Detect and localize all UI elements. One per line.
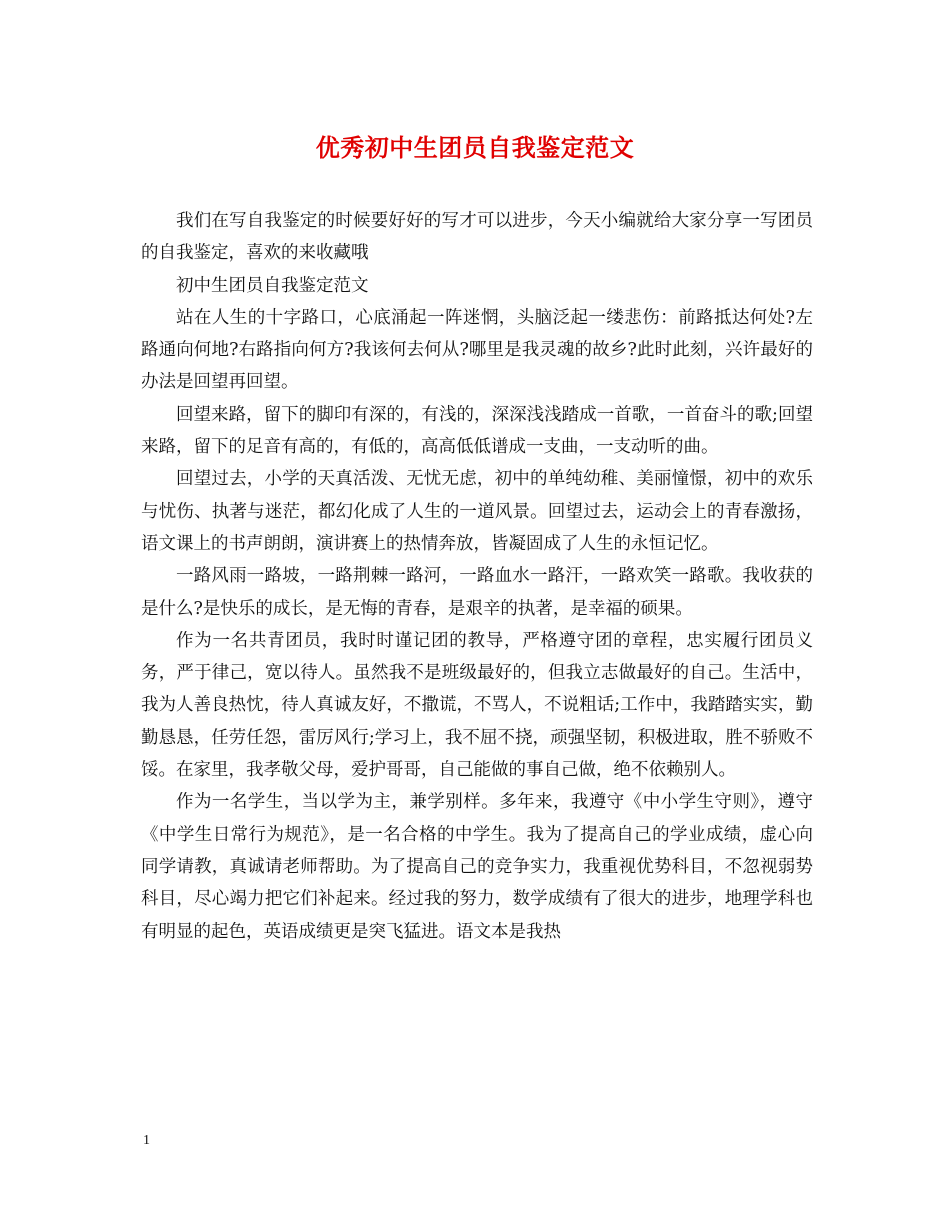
- page-number: 1: [143, 1133, 150, 1148]
- paragraph: 站在人生的十字路口，心底涌起一阵迷惘，头脑泛起一缕悲伤：前路抵达何处?左路通向何地?右路指向何方?我该何去何从?哪里是我灵魂的故乡?此时此刻，兴许最好的办法是回望再回望。: [141, 307, 813, 393]
- document-title: 优秀初中生团员自我鉴定范文: [315, 133, 635, 162]
- paragraph: 初中生团员自我鉴定范文: [176, 275, 369, 296]
- document-body: [141, 205, 813, 948]
- paragraph: 我们在写自我鉴定的时候要好好的写才可以进步，今天小编就给大家分享一写团员的自我鉴定，喜欢的来收藏哦: [141, 211, 813, 264]
- paragraph: 一路风雨一路坡，一路荆棘一路河，一路血水一路汗，一路欢笑一路歌。我收获的是什么?是快乐的成长，是无悔的青春，是艰辛的执著，是幸福的硕果。: [141, 566, 813, 619]
- paragraph: 作为一名共青团员，我时时谨记团的教导，严格遵守团的章程，忠实履行团员义务，严于律己，宽以待人。虽然我不是班级最好的，但我立志做最好的自己。生活中，我为人善良热忱，待人真诚友好，不撒谎，不骂人，不说粗话;工作中，我踏踏实实，勤勤恳恳，任劳任怨，雷厉风行;学习上，我不屈不挠，顽强坚韧，积极进取，胜不骄败不馁。在家里，我孝敬父母，爱护哥哥，自己能做的事自己做，绝不依赖别人。: [141, 630, 813, 781]
- paragraph: 回望过去，小学的天真活泼、无忧无虑，初中的单纯幼稚、美丽憧憬，初中的欢乐与忧伤、执著与迷茫，都幻化成了人生的一道风景。回望过去，运动会上的青春激扬，语文课上的书声朗朗，演讲赛上的热情奔放，皆凝固成了人生的永恒记忆。: [141, 469, 813, 554]
- paragraph: 回望来路，留下的脚印有深的，有浅的，深深浅浅踏成一首歌，一首奋斗的歌;回望来路，留下的足音有高的，有低的，高高低低谱成一支曲，一支动听的曲。: [141, 404, 813, 458]
- paragraph: 作为一名学生，当以学为主，兼学别样。多年来，我遵守《中小学生守则》，遵守《中学生日常行为规范》，是一名合格的中学生。我为了提高自己的学业成绩，虚心向同学请教，真诚请老师帮助。为了提高自己的竞争实力，我重视优势科目，不忽视弱势科目，尽心竭力把它们补起来。经过我的努力，数学成绩有了很大的进步，地理学科也有明显的起色，英语成绩更是突飞猛进。语文本是我热: [141, 792, 813, 942]
